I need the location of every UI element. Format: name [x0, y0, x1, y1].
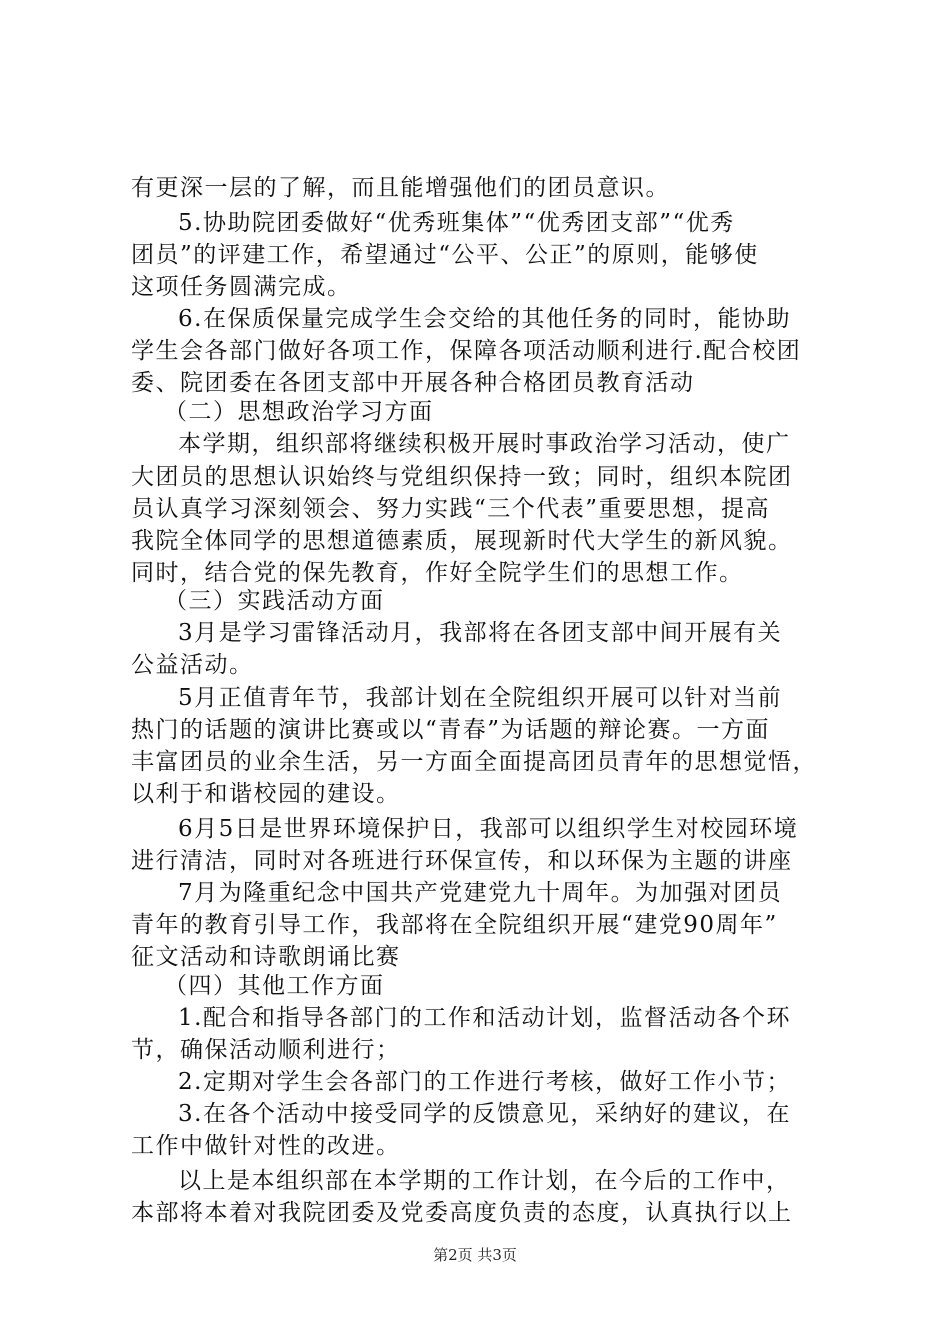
text-line: 大团员的思想认识始终与党组织保持一致；同时，组织本院团 — [131, 464, 793, 490]
text-line: 进行清洁，同时对各班进行环保宣传，和以环保为主题的讲座 — [131, 848, 793, 874]
text-line: 以利于和谐校园的建设。 — [131, 781, 401, 807]
text-line: 团员”的评建工作，希望通过“公平、公正”的原则，能够使 — [131, 242, 759, 268]
text-line: 5.协助院团委做好“优秀班集体”“优秀团支部”“优秀 — [178, 210, 735, 236]
text-line: 我院全体同学的思想道德素质，展现新时代大学生的新风貌。 — [131, 528, 793, 554]
text-line: 委、院团委在各团支部中开展各种合格团员教育活动 — [131, 370, 695, 396]
text-line: 青年的教育引导工作，我部将在全院组织开展“建党90周年” — [131, 912, 778, 938]
text-line: 丰富团员的业余生活，另一方面全面提高团员青年的思想觉悟， — [131, 749, 817, 775]
section-heading: （二）思想政治学习方面 — [164, 399, 434, 425]
text-line: 2.定期对学生会各部门的工作进行考核，做好工作小节； — [178, 1069, 791, 1095]
text-line: 热门的话题的演讲比赛或以“青春”为话题的辩论赛。一方面 — [131, 717, 771, 743]
text-line: 本学期，组织部将继续积极开展时事政治学习活动，使广 — [178, 431, 791, 457]
text-line: 6.在保质保量完成学生会交给的其他任务的同时，能协助 — [178, 306, 791, 332]
section-heading: （四）其他工作方面 — [164, 973, 385, 999]
section-heading: （三）实践活动方面 — [164, 588, 385, 614]
text-line: 有更深一层的了解，而且能增强他们的团员意识。 — [131, 175, 670, 201]
page-number-footer: 第2页 共3页 — [433, 1246, 517, 1264]
text-line: 3月是学习雷锋活动月，我部将在各团支部中间开展有关 — [178, 620, 783, 646]
text-line: 这项任务圆满完成。 — [131, 274, 352, 300]
text-line: 6月5日是世界环境保护日，我部可以组织学生对校园环境 — [178, 816, 799, 842]
text-line: 本部将本着对我院团委及党委高度负责的态度，认真执行以上 — [131, 1200, 793, 1226]
text-line: 5月正值青年节，我部计划在全院组织开展可以针对当前 — [178, 685, 783, 711]
text-line: 以上是本组织部在本学期的工作计划，在今后的工作中， — [178, 1168, 791, 1194]
text-line: 同时，结合党的保先教育，作好全院学生们的思想工作。 — [131, 560, 744, 586]
text-line: 3.在各个活动中接受同学的反馈意见，采纳好的建议，在 — [178, 1101, 791, 1127]
text-line: 7月为隆重纪念中国共产党建党九十周年。为加强对团员 — [178, 880, 783, 906]
text-line: 员认真学习深刻领会、努力实践“三个代表”重要思想，提高 — [131, 496, 771, 522]
text-line: 公益活动。 — [131, 652, 254, 678]
text-line: 征文活动和诗歌朗诵比赛 — [131, 944, 401, 970]
text-line: 工作中做针对性的改进。 — [131, 1133, 401, 1159]
text-line: 1.配合和指导各部门的工作和活动计划，监督活动各个环 — [178, 1005, 791, 1031]
text-line: 节，确保活动顺利进行； — [131, 1037, 401, 1063]
text-line: 学生会各部门做好各项工作，保障各项活动顺利进行.配合校团 — [131, 338, 802, 364]
